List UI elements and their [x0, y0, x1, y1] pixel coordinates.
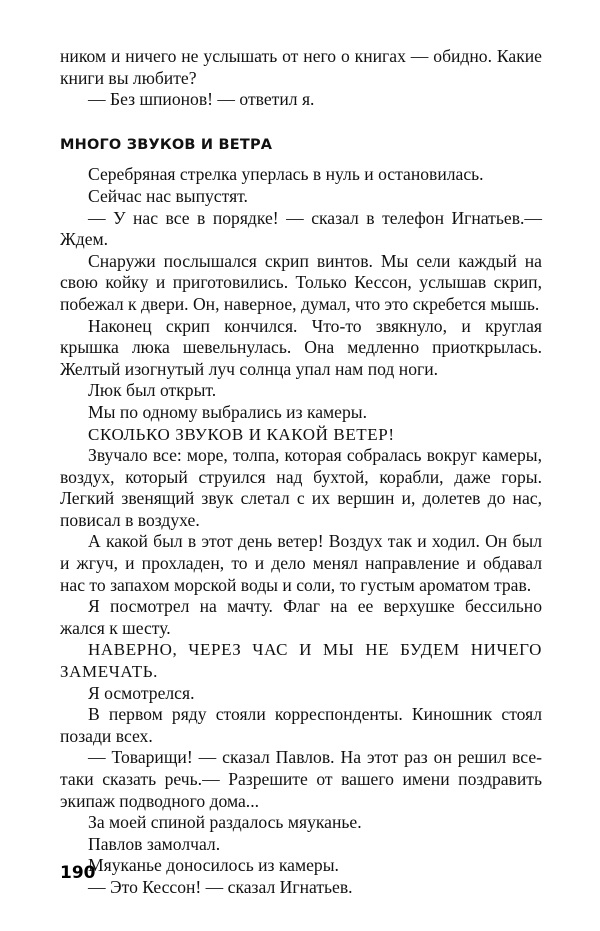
paragraph: В первом ряду стояли корреспонденты. Киношник стоял позади всех. [60, 704, 542, 746]
paragraph: Звучало все: море, толпа, которая собралась вокруг камеры, воздух, который струился над бухтой, корабли, даже горы. Легкий звенящий звук слетал с их вершин и, долетев до нас, повисал в воздухе. [60, 445, 542, 530]
paragraph: Мяуканье доносилось из камеры. [88, 855, 339, 876]
caps-line: НАВЕРНО, ЧЕРЕЗ ЧАС И МЫ НЕ БУДЕМ НИЧЕГО ЗАМЕЧАТЬ. [60, 640, 542, 682]
intro-paragraph: ником и ничего не услышать от него о книгах — обидно. Какие книги вы любите? [60, 46, 542, 88]
paragraph: Люк был открыт. [88, 380, 217, 401]
paragraph: Наконец скрип кончился. Что-то звякнуло, и круглая крышка люка шевельнулась. Она медленно приоткрылась. Желтый изогнутый луч солнца упал нам под ноги. [60, 315, 542, 379]
caps-line: СКОЛЬКО ЗВУКОВ И КАКОЙ ВЕТЕР! [88, 424, 395, 444]
paragraph: А какой был в этот день ветер! Воздух так и ходил. Он был и жгуч, и прохладен, то и дело менял направление и обдавал нас то запахом морской воды и соли, то густым ароматом трав. [60, 531, 542, 595]
paragraph: Сейчас нас выпустят. [88, 185, 248, 206]
paragraph: Я посмотрел на мачту. Флаг на ее верхушке бессильно жался к шесту. [60, 596, 542, 638]
paragraph: Мы по одному выбрались из камеры. [88, 401, 367, 422]
page-number: 190 [60, 863, 96, 883]
paragraph: — Товарищи! — сказал Павлов. На этот раз он решил все-таки сказать речь.— Разрешите от вашего имени поздравить экипаж подводного дома... [60, 747, 542, 811]
chapter-title: МНОГО ЗВУКОВ И ВЕТРА [60, 136, 273, 153]
paragraph: — Это Кессон! — сказал Игнатьев. [88, 876, 353, 897]
paragraph: Я осмотрелся. [88, 682, 195, 703]
paragraph: — У нас все в порядке! — сказал в телефон Игнатьев.— Ждем. [60, 207, 542, 250]
paragraph: Снаружи послышался скрип винтов. Мы сели каждый на свою койку и приготовились. Только Кессон, услышав скрип, побежал к двери. Он, наверное, думал, что это скребется мышь. [60, 250, 542, 314]
paragraph: За моей спиной раздалось мяуканье. [88, 812, 362, 833]
book-page [60, 46, 542, 899]
paragraph: Серебряная стрелка уперлась в нуль и остановилась. [88, 164, 484, 185]
intro-reply: — Без шпионов! — ответил я. [88, 89, 315, 110]
paragraph: Павлов замолчал. [88, 833, 221, 854]
